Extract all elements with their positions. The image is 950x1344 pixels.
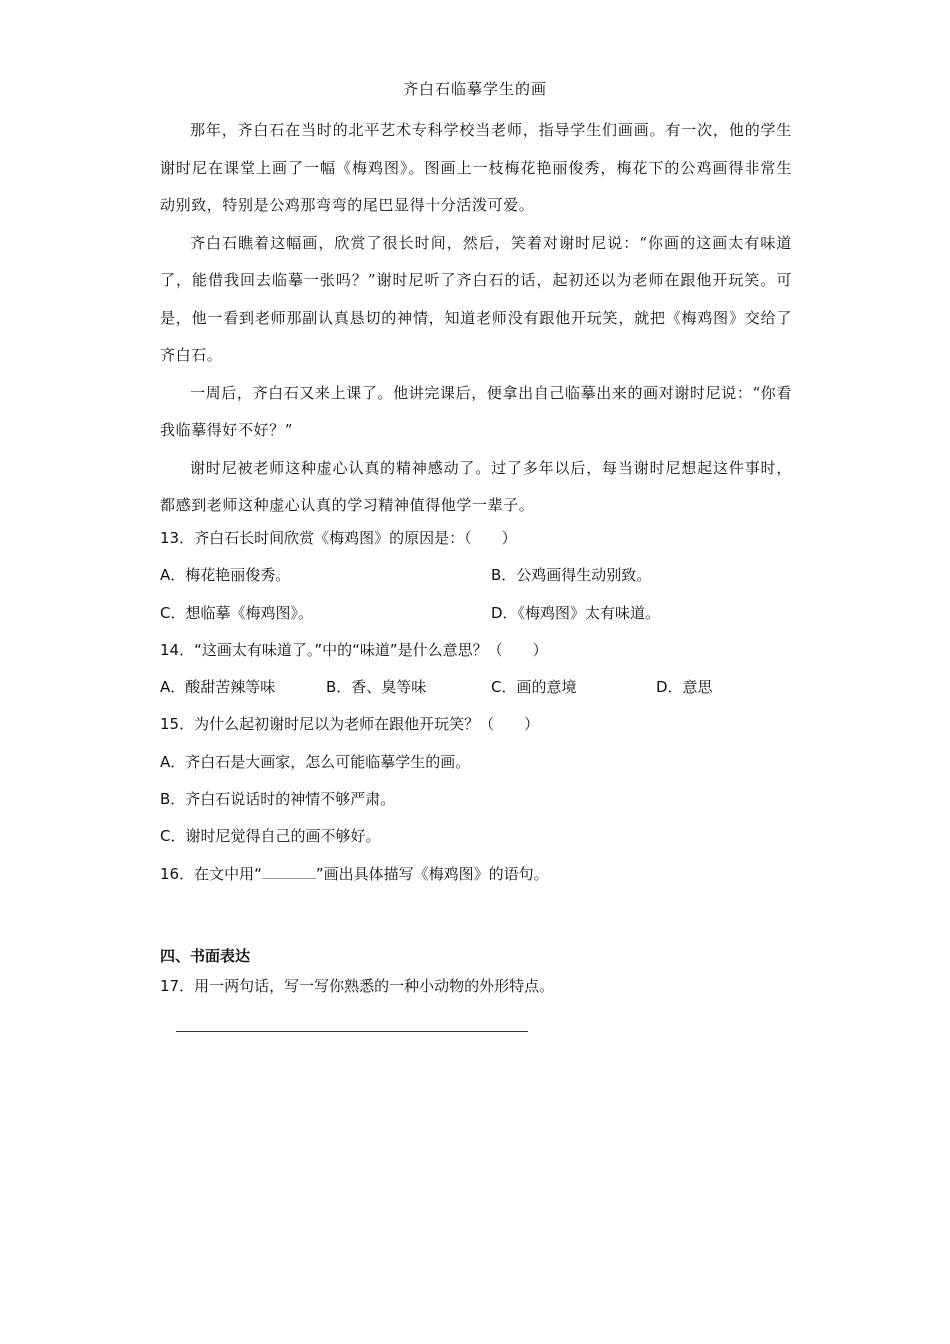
answer-line[interactable] <box>176 1031 528 1032</box>
question-13-option-d[interactable]: D．《梅鸡图》太有味道。 <box>491 603 661 622</box>
question-17-stem: 17．用一两句话，写一写你熟悉的一种小动物的外形特点。 <box>160 977 555 995</box>
passage-paragraph-3: 一周后，齐白石又来上课了。他讲完课后，便拿出自己临摹出来的画对谢时尼说：“你看我临摹得好不好？” <box>160 383 792 439</box>
question-15-option-b[interactable]: B．齐白石说话时的神情不够严肃。 <box>160 790 396 809</box>
question-14-stem: 14．“这画太有味道了。”中的“味道”是什么意思？（ ） <box>160 640 548 659</box>
question-16 <box>160 856 792 893</box>
question-list <box>160 520 792 893</box>
section-heading: 四、书面表达 <box>160 947 251 965</box>
passage-title: 齐白石临摹学生的画 <box>402 80 547 98</box>
question-15-stem: 15．为什么起初谢时尼以为老师在跟他开玩笑？（ ） <box>160 715 540 734</box>
passage-paragraph-2: 齐白石瞧着这幅画，欣赏了很长时间，然后，笑着对谢时尼说：“你画的这画太有味道了，能借我回去临摹一张吗？”谢时尼听了齐白石的话，起初还以为老师在跟他开玩笑。可是，他一看到老师那副认真恳切的神情，知道老师没有跟他开玩笑，就把《梅鸡图》交给了齐白石。 <box>160 233 792 364</box>
reading-passage <box>160 112 792 525</box>
question-15-option-a[interactable]: A．齐白石是大画家，怎么可能临摹学生的画。 <box>160 752 471 771</box>
question-13-option-b[interactable]: B．公鸡画得生动别致。 <box>491 566 652 585</box>
underline-mark-sample <box>262 864 316 879</box>
question-14-option-a[interactable]: A．酸甜苦辣等味 <box>160 678 276 697</box>
question-16-text-after: ”画出具体描写《梅鸡图》的语句。 <box>315 864 549 883</box>
passage-paragraph-1: 那年，齐白石在当时的北平艺术专科学校当老师，指导学生们画画。有一次，他的学生谢时尼在课堂上画了一幅《梅鸡图》。图画上一枝梅花艳丽俊秀，梅花下的公鸡画得非常生动别致，特别是公鸡那弯弯的尾巴显得十分活泼可爱。 <box>160 121 792 214</box>
question-14-options-row <box>160 669 792 706</box>
question-13-stem: 13．齐白石长时间欣赏《梅鸡图》的原因是：（ ） <box>160 529 517 547</box>
question-15-option-c[interactable]: C．谢时尼觉得自己的画不够好。 <box>160 827 381 846</box>
question-13-options-row-2 <box>160 595 792 632</box>
question-13-options-row-1 <box>160 557 792 594</box>
question-14-option-c[interactable]: C．画的意境 <box>491 678 577 697</box>
passage-paragraph-4: 谢时尼被老师这种虚心认真的精神感动了。过了多年以后，每当谢时尼想起这件事时，都感到老师这种虚心认真的学习精神值得他学一辈子。 <box>160 458 792 514</box>
question-13-option-a[interactable]: A．梅花艳丽俊秀。 <box>160 566 291 585</box>
question-14-option-d[interactable]: D．意思 <box>656 678 713 697</box>
question-13-option-c[interactable]: C．想临摹《梅鸡图》。 <box>160 603 313 622</box>
question-14-option-b[interactable]: B．香、臭等味 <box>326 678 427 697</box>
question-16-text-before: 16．在文中用“ <box>160 864 262 883</box>
